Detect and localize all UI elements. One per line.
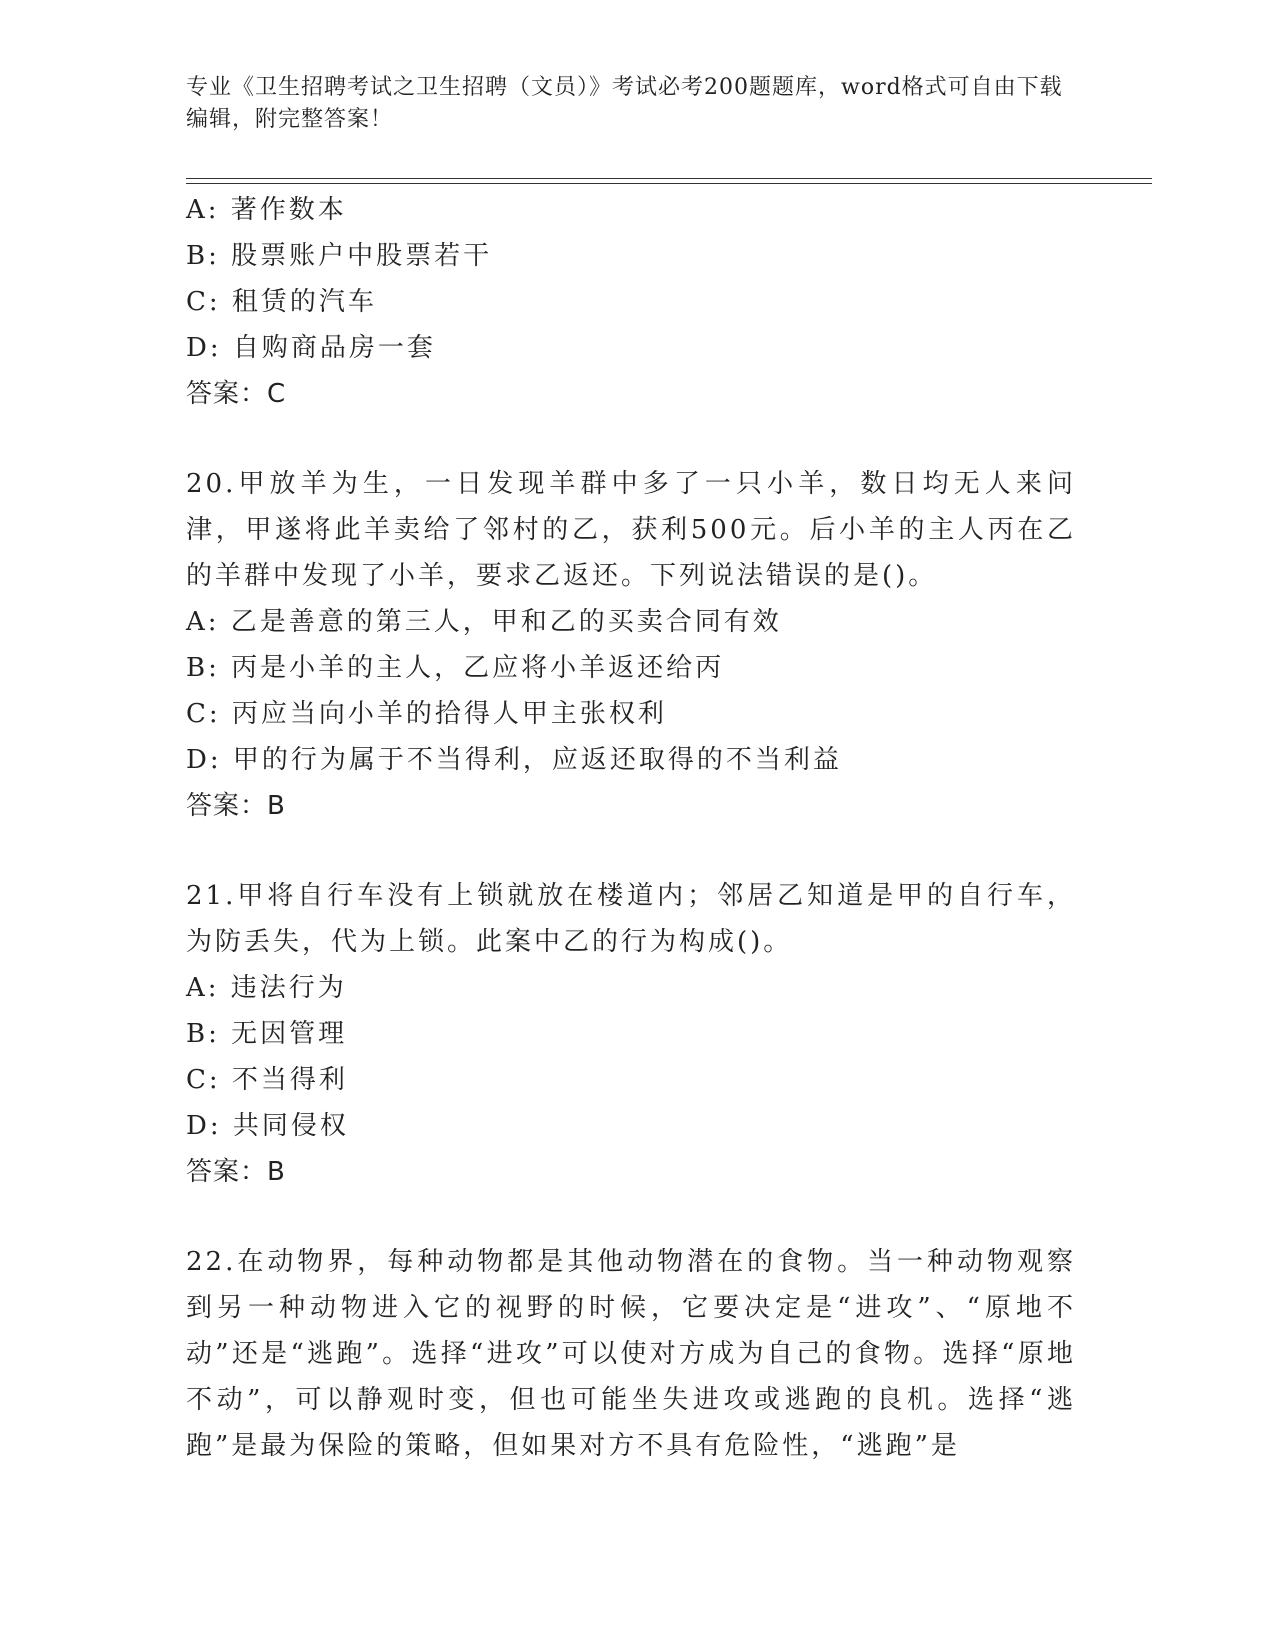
answer: 答案：B [186, 1157, 286, 1187]
option-b: B: 丙是小羊的主人，乙应将小羊返还给丙 [186, 653, 725, 683]
option-c: C: 丙应当向小羊的拾得人甲主张权利 [186, 699, 667, 729]
spacer [186, 829, 1076, 873]
question-list [186, 187, 1076, 1469]
question-19-continued [186, 187, 1076, 417]
option-d: D: 共同侵权 [186, 1111, 349, 1141]
option-a: A: 乙是善意的第三人，甲和乙的买卖合同有效 [186, 607, 782, 637]
question-text: 21.甲将自行车没有上锁就放在楼道内；邻居乙知道是甲的自行车，为防丢失，代为上锁。此案中乙的行为构成()。 [186, 881, 1076, 957]
spacer [186, 417, 1076, 461]
question-22 [186, 1239, 1076, 1469]
option-a: A: 著作数本 [186, 195, 347, 225]
question-21 [186, 873, 1076, 1195]
option-b: B: 股票账户中股票若干 [186, 241, 493, 271]
option-b: B: 无因管理 [186, 1019, 348, 1049]
answer: 答案：B [186, 791, 286, 821]
option-d: D: 自购商品房一套 [186, 333, 436, 363]
option-c: C: 租赁的汽车 [186, 287, 377, 317]
option-c: C: 不当得利 [186, 1065, 348, 1095]
option-a: A: 违法行为 [186, 973, 347, 1003]
header-divider-bottom [186, 183, 1152, 184]
page-header: 专业《卫生招聘考试之卫生招聘（文员）》考试必考200题题库，word格式可自由下载编辑，附完整答案！ [186, 75, 1063, 132]
question-text: 20.甲放羊为生，一日发现羊群中多了一只小羊，数日均无人来问津，甲遂将此羊卖给了邻村的乙，获利500元。后小羊的主人丙在乙的羊群中发现了小羊，要求乙返还。下列说法错误的是()。 [186, 469, 1076, 591]
header-divider-top [186, 178, 1152, 179]
question-text: 22.在动物界，每种动物都是其他动物潜在的食物。当一种动物观察到另一种动物进入它的视野的时候，它要决定是“进攻”、“原地不动”还是“逃跑”。选择“进攻”可以使对方成为自己的食物。选择“原地不动”，可以静观时变，但也可能坐失进攻或逃跑的良机。选择“逃跑”是最为保险的策略，但如果对方不具有危险性，“逃跑”是 [186, 1247, 1076, 1461]
spacer [186, 1195, 1076, 1239]
answer: 答案：C [186, 379, 287, 409]
question-20 [186, 461, 1076, 829]
option-d: D: 甲的行为属于不当得利，应返还取得的不当利益 [186, 745, 842, 775]
